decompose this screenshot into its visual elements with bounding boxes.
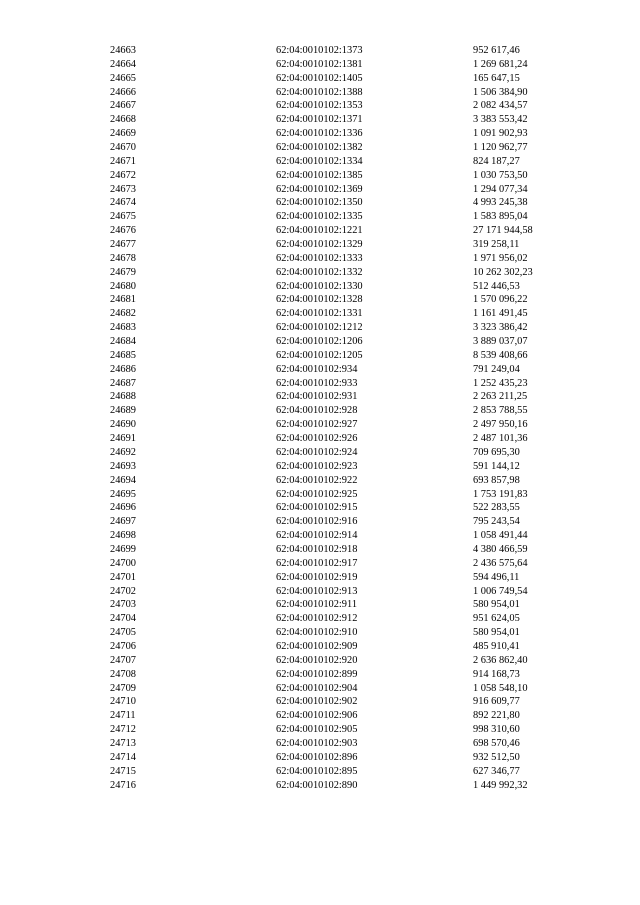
row-number: 24663: [110, 45, 136, 56]
table-row: [0, 86, 640, 100]
table-row: [0, 363, 640, 377]
row-number: 24701: [110, 571, 136, 583]
cadastral-number: 62:04:0010102:1332: [276, 266, 363, 278]
cadastral-value: 1 252 435,23: [473, 377, 528, 389]
cadastral-value: 512 446,53: [473, 280, 520, 292]
table-row: [0, 446, 640, 460]
table-row: [0, 765, 640, 779]
table-row: [0, 543, 640, 557]
table-row: [0, 141, 640, 155]
cadastral-value: 8 539 408,66: [473, 349, 528, 361]
cadastral-number: 62:04:0010102:910: [276, 627, 358, 639]
cadastral-number: 62:04:0010102:914: [276, 530, 358, 542]
table-row: [0, 709, 640, 723]
row-number: 24711: [110, 710, 136, 722]
table-row: [0, 654, 640, 668]
table-row: [0, 404, 640, 418]
cadastral-value: 709 695,30: [473, 446, 520, 458]
table-row: [0, 585, 640, 599]
cadastral-value: 1 120 962,77: [473, 142, 528, 154]
cadastral-number: 62:04:0010102:1350: [276, 197, 363, 209]
table-row: [0, 557, 640, 571]
table-row: [0, 695, 640, 709]
table-row: [0, 779, 640, 793]
cadastral-number: 62:04:0010102:906: [276, 710, 358, 722]
cadastral-number: 62:04:0010102:919: [276, 571, 358, 583]
cadastral-number: 62:04:0010102:916: [276, 516, 358, 528]
table-row: [0, 349, 640, 363]
table-row: [0, 210, 640, 224]
cadastral-number: 62:04:0010102:912: [276, 613, 358, 625]
row-number: 24702: [110, 585, 136, 597]
cadastral-value: 2 497 950,16: [473, 419, 528, 431]
cadastral-value: 522 283,55: [473, 502, 520, 514]
table-row: [0, 612, 640, 626]
row-number: 24685: [110, 349, 136, 361]
cadastral-value: 1 753 191,83: [473, 488, 528, 500]
table-row: [0, 682, 640, 696]
table-row: [0, 293, 640, 307]
cadastral-number: 62:04:0010102:918: [276, 543, 358, 555]
table-row: [0, 169, 640, 183]
row-number: 24666: [110, 86, 136, 98]
row-number: 24667: [110, 100, 136, 112]
table-row: [0, 737, 640, 751]
row-number: 24689: [110, 405, 136, 417]
row-number: 24670: [110, 142, 136, 154]
cadastral-number: 62:04:0010102:928: [276, 405, 358, 417]
cadastral-value: 27 171 944,58: [473, 225, 533, 237]
cadastral-value: 3 383 553,42: [473, 114, 528, 126]
table-row: [0, 252, 640, 266]
cadastral-number: 62:04:0010102:1369: [276, 183, 363, 195]
row-number: 24671: [110, 155, 136, 167]
row-number: 24668: [110, 114, 136, 126]
cadastral-value: 698 570,46: [473, 737, 520, 749]
cadastral-number: 62:04:0010102:1328: [276, 294, 363, 306]
row-number: 24714: [110, 751, 136, 763]
cadastral-number: 62:04:0010102:1206: [276, 336, 363, 348]
table-row: [0, 640, 640, 654]
row-number: 24681: [110, 294, 136, 306]
cadastral-value: 1 506 384,90: [473, 86, 528, 98]
row-number: 24680: [110, 280, 136, 292]
cadastral-number: 62:04:0010102:1405: [276, 72, 363, 84]
row-number: 24694: [110, 474, 136, 486]
row-number: 24709: [110, 682, 136, 694]
row-number: 24673: [110, 183, 136, 195]
row-number: 24675: [110, 211, 136, 223]
row-number: 24678: [110, 252, 136, 264]
row-number: 24669: [110, 128, 136, 140]
cadastral-number: 62:04:0010102:905: [276, 724, 358, 736]
row-number: 24676: [110, 225, 136, 237]
table-row: [0, 196, 640, 210]
cadastral-number: 62:04:0010102:911: [276, 599, 358, 611]
cadastral-value: 627 346,77: [473, 765, 520, 777]
cadastral-number: 62:04:0010102:1329: [276, 239, 363, 251]
row-number: 24672: [110, 169, 136, 181]
row-number: 24665: [110, 72, 136, 84]
cadastral-number: 62:04:0010102:1205: [276, 349, 363, 361]
cadastral-number: 62:04:0010102:1353: [276, 100, 363, 112]
table-row: [0, 460, 640, 474]
cadastral-value: 4 993 245,38: [473, 197, 528, 209]
cadastral-value-table: [0, 44, 640, 792]
table-row: [0, 418, 640, 432]
table-row: [0, 751, 640, 765]
row-number: 24710: [110, 696, 136, 708]
row-number: 24695: [110, 488, 136, 500]
table-row: [0, 99, 640, 113]
cadastral-value: 1 006 749,54: [473, 585, 528, 597]
cadastral-value: 998 310,60: [473, 724, 520, 736]
cadastral-number: 62:04:0010102:1373: [276, 45, 363, 56]
row-number: 24684: [110, 336, 136, 348]
row-number: 24715: [110, 765, 136, 777]
row-number: 24683: [110, 322, 136, 334]
cadastral-value: 1 449 992,32: [473, 779, 528, 791]
table-row: [0, 598, 640, 612]
cadastral-value: 594 496,11: [473, 571, 520, 583]
row-number: 24700: [110, 557, 136, 569]
row-number: 24682: [110, 308, 136, 320]
cadastral-number: 62:04:0010102:931: [276, 391, 358, 403]
cadastral-number: 62:04:0010102:1330: [276, 280, 363, 292]
cadastral-value: 2 487 101,36: [473, 433, 528, 445]
cadastral-number: 62:04:0010102:926: [276, 433, 358, 445]
row-number: 24697: [110, 516, 136, 528]
cadastral-number: 62:04:0010102:895: [276, 765, 358, 777]
row-number: 24716: [110, 779, 136, 791]
cadastral-value: 2 853 788,55: [473, 405, 528, 417]
cadastral-value: 3 889 037,07: [473, 336, 528, 348]
cadastral-number: 62:04:0010102:896: [276, 751, 358, 763]
table-row: [0, 72, 640, 86]
row-number: 24698: [110, 530, 136, 542]
cadastral-number: 62:04:0010102:1212: [276, 322, 363, 334]
table-row: [0, 390, 640, 404]
table-row: [0, 571, 640, 585]
table-row: [0, 723, 640, 737]
table-row: [0, 488, 640, 502]
cadastral-number: 62:04:0010102:902: [276, 696, 358, 708]
cadastral-value: 795 243,54: [473, 516, 520, 528]
cadastral-number: 62:04:0010102:1381: [276, 58, 363, 70]
cadastral-value: 2 436 575,64: [473, 557, 528, 569]
table-row: [0, 266, 640, 280]
cadastral-number: 62:04:0010102:1385: [276, 169, 363, 181]
cadastral-value: 914 168,73: [473, 668, 520, 680]
table-row: [0, 238, 640, 252]
table-row: [0, 668, 640, 682]
cadastral-value: 952 617,46: [473, 45, 520, 56]
cadastral-value: 693 857,98: [473, 474, 520, 486]
table-row: [0, 377, 640, 391]
row-number: 24705: [110, 627, 136, 639]
row-number: 24674: [110, 197, 136, 209]
cadastral-number: 62:04:0010102:1331: [276, 308, 363, 320]
table-row: [0, 127, 640, 141]
cadastral-value: 1 269 681,24: [473, 58, 528, 70]
table-row: [0, 280, 640, 294]
cadastral-number: 62:04:0010102:1371: [276, 114, 363, 126]
table-row: [0, 155, 640, 169]
cadastral-number: 62:04:0010102:917: [276, 557, 358, 569]
cadastral-number: 62:04:0010102:1334: [276, 155, 363, 167]
row-number: 24688: [110, 391, 136, 403]
row-number: 24687: [110, 377, 136, 389]
cadastral-number: 62:04:0010102:920: [276, 654, 358, 666]
cadastral-value: 932 512,50: [473, 751, 520, 763]
cadastral-value: 2 636 862,40: [473, 654, 528, 666]
cadastral-number: 62:04:0010102:1333: [276, 252, 363, 264]
row-number: 24690: [110, 419, 136, 431]
cadastral-number: 62:04:0010102:903: [276, 737, 358, 749]
cadastral-number: 62:04:0010102:899: [276, 668, 358, 680]
row-number: 24699: [110, 543, 136, 555]
cadastral-value: 892 221,80: [473, 710, 520, 722]
row-number: 24679: [110, 266, 136, 278]
cadastral-number: 62:04:0010102:1335: [276, 211, 363, 223]
cadastral-number: 62:04:0010102:909: [276, 640, 358, 652]
table-row: [0, 113, 640, 127]
cadastral-value: 10 262 302,23: [473, 266, 533, 278]
table-row: [0, 432, 640, 446]
table-row: [0, 224, 640, 238]
cadastral-value: 1 570 096,22: [473, 294, 528, 306]
table-row: [0, 626, 640, 640]
table-row: [0, 501, 640, 515]
cadastral-value: 580 954,01: [473, 599, 520, 611]
row-number: 24712: [110, 724, 136, 736]
row-number: 24707: [110, 654, 136, 666]
table-row: [0, 183, 640, 197]
row-number: 24686: [110, 363, 136, 375]
cadastral-number: 62:04:0010102:922: [276, 474, 358, 486]
cadastral-value: 319 258,11: [473, 239, 520, 251]
cadastral-number: 62:04:0010102:923: [276, 460, 358, 472]
table-row: [0, 44, 640, 58]
cadastral-value: 4 380 466,59: [473, 543, 528, 555]
row-number: 24703: [110, 599, 136, 611]
row-number: 24706: [110, 640, 136, 652]
cadastral-value: 1 030 753,50: [473, 169, 528, 181]
row-number: 24664: [110, 58, 136, 70]
cadastral-value: 2 263 211,25: [473, 391, 528, 403]
table-row: [0, 321, 640, 335]
table-row: [0, 474, 640, 488]
cadastral-number: 62:04:0010102:924: [276, 446, 358, 458]
cadastral-number: 62:04:0010102:934: [276, 363, 358, 375]
row-number: 24704: [110, 613, 136, 625]
cadastral-number: 62:04:0010102:915: [276, 502, 358, 514]
cadastral-value: 791 249,04: [473, 363, 520, 375]
row-number: 24692: [110, 446, 136, 458]
cadastral-number: 62:04:0010102:1221: [276, 225, 363, 237]
cadastral-number: 62:04:0010102:927: [276, 419, 358, 431]
cadastral-value: 591 144,12: [473, 460, 520, 472]
row-number: 24677: [110, 239, 136, 251]
row-number: 24713: [110, 737, 136, 749]
table-row: [0, 515, 640, 529]
cadastral-number: 62:04:0010102:925: [276, 488, 358, 500]
cadastral-number: 62:04:0010102:890: [276, 779, 358, 791]
cadastral-number: 62:04:0010102:1388: [276, 86, 363, 98]
cadastral-value: 485 910,41: [473, 640, 520, 652]
cadastral-number: 62:04:0010102:1382: [276, 142, 363, 154]
row-number: 24696: [110, 502, 136, 514]
cadastral-value: 165 647,15: [473, 72, 520, 84]
cadastral-value: 916 609,77: [473, 696, 520, 708]
cadastral-value: 1 058 548,10: [473, 682, 528, 694]
table-row: [0, 58, 640, 72]
table-row: [0, 335, 640, 349]
table-row: [0, 307, 640, 321]
cadastral-value: 1 583 895,04: [473, 211, 528, 223]
row-number: 24708: [110, 668, 136, 680]
table-row: [0, 529, 640, 543]
cadastral-number: 62:04:0010102:933: [276, 377, 358, 389]
cadastral-number: 62:04:0010102:904: [276, 682, 358, 694]
cadastral-value: 1 091 902,93: [473, 128, 528, 140]
row-number: 24693: [110, 460, 136, 472]
cadastral-value: 824 187,27: [473, 155, 520, 167]
cadastral-value: 1 161 491,45: [473, 308, 528, 320]
cadastral-value: 1 971 956,02: [473, 252, 528, 264]
cadastral-value: 3 323 386,42: [473, 322, 528, 334]
cadastral-number: 62:04:0010102:913: [276, 585, 358, 597]
cadastral-value: 1 058 491,44: [473, 530, 528, 542]
cadastral-value: 2 082 434,57: [473, 100, 528, 112]
row-number: 24691: [110, 433, 136, 445]
cadastral-value: 1 294 077,34: [473, 183, 528, 195]
cadastral-value: 951 624,05: [473, 613, 520, 625]
cadastral-number: 62:04:0010102:1336: [276, 128, 363, 140]
cadastral-value: 580 954,01: [473, 627, 520, 639]
